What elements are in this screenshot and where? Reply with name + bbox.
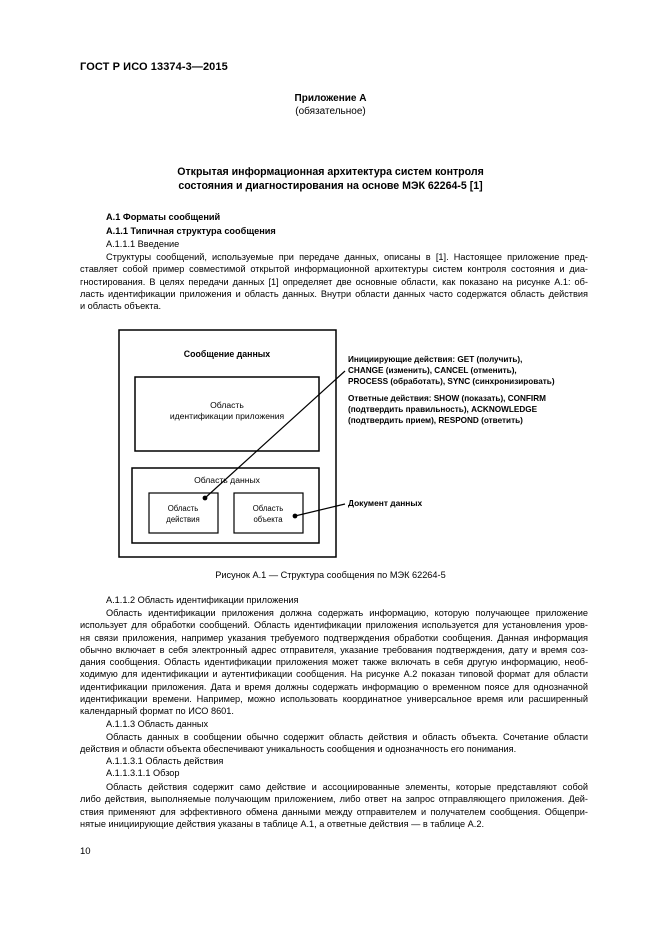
response-actions-line-2: (подтвердить правильность), ACKNOWLEDGE <box>348 405 538 414</box>
a112-line: дания сообщения. Область идентификации приложения может также включать в себя другую информацию, необ- <box>80 657 588 668</box>
a112-line: ня связи приложения, например указания требуемого подтверждения обработки сообщения. Данная информация <box>80 632 588 643</box>
action-area-label-1: Область <box>167 504 199 513</box>
a11311-line: Область действия содержит само действие и ассоциированные элементы, которые представляют собой <box>106 782 588 792</box>
action-area-box <box>149 493 218 533</box>
leader-dot-object <box>293 514 298 519</box>
message-label: Сообщение данных <box>183 349 271 359</box>
leader-line-action <box>205 371 345 498</box>
appendix-status: (обязательное) <box>295 106 366 117</box>
response-actions-line-1: Ответные действия: SHOW (показать), CONFIRM <box>348 394 546 403</box>
paragraph-a112 <box>80 607 588 718</box>
section-a1-heading: А.1 Форматы сообщений <box>106 212 221 222</box>
a112-line: обычно включает в себя электронный адрес отправителя, указание требования подтверждения, дату и время соз- <box>80 644 588 655</box>
action-area-label-2: действия <box>166 515 200 524</box>
app-id-area-label-1: Область <box>210 400 244 410</box>
object-area-label-2: объекта <box>253 515 283 524</box>
initiating-actions-line-2: CHANGE (изменить), CANCEL (отменить), <box>348 366 517 375</box>
section-a111-heading: А.1.1.1 Введение <box>106 239 180 249</box>
initiating-actions-line-3: PROCESS (обработать), SYNC (синхронизировать) <box>348 377 555 386</box>
a112-line: идентификации времени. Например, можно использовать координатное универсальное время или расширенный <box>80 694 588 705</box>
a112-line: ходимую для идентификации и аутентификации сообщения. На рисунке А.2 показан типовой формат для области <box>80 669 588 680</box>
a113-line: Область данных в сообщении обычно содержит область действия и область объекта. Сочетание области <box>106 732 588 742</box>
intro-line: ласть идентификации приложения и область данных. Внутри области данных часто содержатся область действия <box>80 288 588 299</box>
a112-line: календарный формат по ИСО 8601. <box>80 706 234 717</box>
section-a113-heading: А.1.1.3 Область данных <box>106 719 209 729</box>
intro-line: и область объекта. <box>80 301 162 312</box>
initiating-actions-line-1: Инициирующие действия: GET (получить), <box>348 355 523 364</box>
a113-line: действия и области объекта обеспечивают уникальность сообщения и однозначность его понимания. <box>80 744 517 755</box>
a112-line: использует для обработки сообщений. Область идентификации приложения используется для установления уров- <box>80 620 588 631</box>
section-a1131-heading: А.1.1.3.1 Область действия <box>106 756 224 766</box>
intro-line: Структуры сообщений, используемые при передаче данных, описаны в [1]. Настоящее приложение пред- <box>106 252 588 262</box>
object-area-label-1: Область <box>252 504 284 513</box>
a11311-line: либо действия, выполняемые получающим приложением, либо ответ на запрос отправляющего приложения. Дей- <box>80 794 588 805</box>
a112-line: Область идентификации приложения должна содержать информацию, которую получающее приложение <box>106 608 588 618</box>
section-a112-heading: А.1.1.2 Область идентификации приложения <box>106 595 299 605</box>
app-id-area-label-2: идентификации приложения <box>169 411 285 421</box>
response-actions-line-3: (подтвердить прием), RESPOND (ответить) <box>348 416 523 425</box>
appendix-label: Приложение А <box>294 93 367 104</box>
paragraph-a113 <box>80 731 588 756</box>
leader-dot-action <box>203 496 208 501</box>
page-number: 10 <box>80 846 91 857</box>
document-header-id: ГОСТ Р ИСО 13374-3—2015 <box>80 61 228 73</box>
a112-line: идентификации приложения. Дата и время должны содержать информацию о временном поясе для однозначной <box>80 681 588 692</box>
section-a11-heading: А.1.1 Типичная структура сообщения <box>106 226 276 236</box>
data-document-label: Документ данных <box>348 498 423 508</box>
intro-line: ставляет собой пример совместимой открытой информационной архитектуры систем контроля состояния и диа- <box>80 264 588 275</box>
object-area-box <box>234 493 303 533</box>
intro-line: гностирования. В целях передачи данных [1] определяет две основные области, как показано на рисунке А.1: об- <box>80 276 588 287</box>
title-line-1: Открытая информационная архитектура систем контроля <box>177 166 484 178</box>
data-area-label: Область данных <box>194 475 260 485</box>
a11311-line: нятые инициирующие действия указаны в таблице А.1, а ответные действия — в таблице А.2. <box>80 818 485 829</box>
figure-caption: Рисунок А.1 — Структура сообщения по МЭК 62264-5 <box>215 570 446 580</box>
title-line-2: состояния и диагностирования на основе МЭК 62264-5 [1] <box>178 180 483 192</box>
a11311-line: ствия применяют для эффективного обмена данными между отправителем и получателем сообщения. Общепри- <box>80 806 588 817</box>
section-a11311-heading: А.1.1.3.1.1 Обзор <box>106 768 180 778</box>
paragraph-a11311 <box>80 781 588 830</box>
